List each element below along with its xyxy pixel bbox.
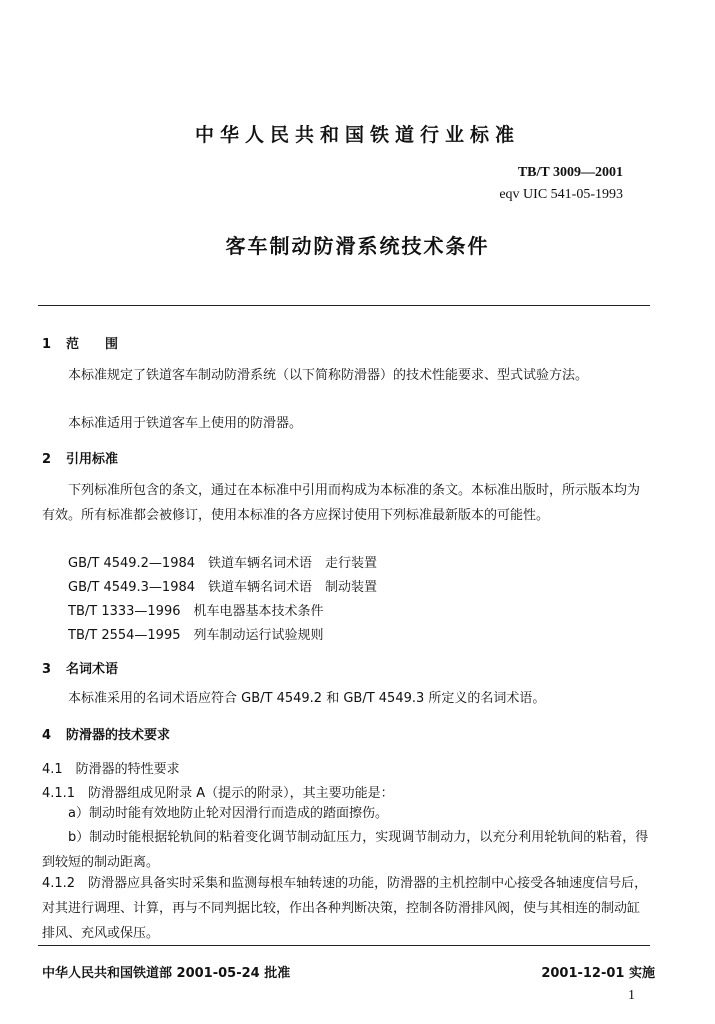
section-4-heading: [42, 724, 170, 743]
standard-equivalence: eqv UIC 541-05-1993: [499, 187, 623, 202]
reference-item: TB/T 2554—1995 列车制动运行试验规则: [68, 628, 324, 643]
section-1-paragraph-1: 本标准规定了铁道客车制动防滑系统（以下简称防滑器）的技术性能要求、型式试验方法。: [68, 368, 589, 383]
page-number: 1: [628, 988, 635, 1003]
section-1-number: 1: [42, 337, 52, 352]
section-3-title: 名词术语: [66, 662, 119, 677]
section-1-title: 范 围: [66, 337, 119, 352]
section-4-title: 防滑器的技术要求: [66, 728, 171, 743]
section-4-number: 4: [42, 728, 52, 743]
standard-code: TB/T 3009—2001: [517, 165, 623, 180]
effective-date: 2001-12-01 实施: [541, 966, 655, 981]
section-2-heading: [42, 448, 118, 467]
header-divider: [38, 305, 650, 306]
section-1-heading: [42, 333, 118, 352]
clause-4-1-1-b: b）制动时能根据轮轨间的粘着变化调节制动缸压力，实现调节制动力，以充分利用轮轨间的粘着，得到较短的制动距离。: [42, 830, 649, 870]
reference-item: GB/T 4549.2—1984 铁道车辆名词术语 走行装置: [68, 556, 378, 571]
approval-statement: 中华人民共和国铁道部 2001-05-24 批准: [42, 966, 291, 981]
section-2-title: 引用标准: [66, 452, 119, 467]
clause-4-1-1-a: a）制动时能有效地防止轮对因滑行而造成的踏面擦伤。: [68, 806, 388, 821]
clause-4-1-2: 4.1.2 防滑器应具备实时采集和监测每根车轴转速的功能，防滑器的主机控制中心接受各轴速度信号后，对其进行调理、计算，再与不同判据比较，作出各种判断决策，控制各防滑排风阀，使与其相连的制动缸排风、充风或保压。: [42, 876, 648, 941]
clause-4-1-1: 4.1.1 防滑器组成见附录 A（提示的附录），其主要功能是：: [42, 786, 394, 801]
document-title: 客车制动防滑系统技术条件: [225, 234, 490, 258]
clause-4-1: 4.1 防滑器的特性要求: [42, 762, 180, 777]
section-3-number: 3: [42, 662, 52, 677]
section-2-paragraph-1: 下列标准所包含的条文，通过在本标准中引用而构成为本标准的条文。本标准出版时，所示版本均为有效。所有标准都会被修订，使用本标准的各方应探讨使用下列标准最新版本的可能性。: [42, 483, 641, 523]
section-1-paragraph-2: 本标准适用于铁道客车上使用的防滑器。: [68, 416, 303, 431]
footer-divider: [38, 945, 650, 946]
reference-item: GB/T 4549.3—1984 铁道车辆名词术语 制动装置: [68, 580, 378, 595]
reference-item: TB/T 1333—1996 机车电器基本技术条件: [68, 604, 324, 619]
section-3-heading: [42, 658, 118, 677]
section-3-paragraph-1: 本标准采用的名词术语应符合 GB/T 4549.2 和 GB/T 4549.3 所定义的名词术语。: [68, 691, 546, 706]
section-2-number: 2: [42, 452, 52, 467]
standard-category-title: 中华人民共和国铁道行业标准: [194, 124, 520, 146]
